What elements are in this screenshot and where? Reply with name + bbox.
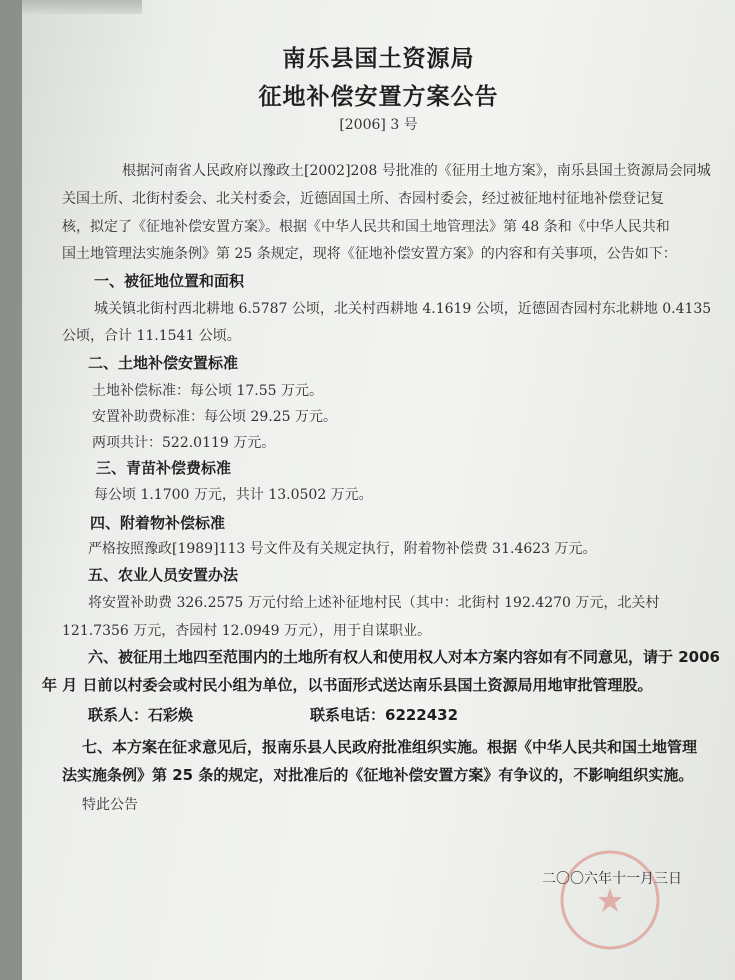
- document-page: [22, 0, 735, 980]
- section-5-text: 121.7356 万元，杏园村 12.0949 万元），用于自谋职业。: [62, 623, 432, 639]
- section-6-text: 年 月 日前以村委会或村民小组为单位，以书面形式送达南乐县国土资源局用地审批管理股。: [42, 676, 653, 694]
- notice-date: 二〇〇六年十一月三日: [542, 871, 682, 887]
- intro-line: 核，拟定了《征地补偿安置方案》。根据《中华人民共和国土地管理法》第 48 条和《中华人民共和: [62, 219, 670, 235]
- section-2-heading: 二、土地补偿安置标准: [88, 354, 239, 372]
- contact-phone: 联系电话：6222432: [310, 706, 459, 724]
- contact-person: 联系人：石彩焕: [88, 706, 194, 724]
- notice-title: 征地补偿安置方案公告: [258, 84, 499, 110]
- section-4-heading: 四、附着物补偿标准: [90, 514, 226, 532]
- paper-curl: [22, 0, 142, 14]
- section-2-text: 土地补偿标准：每公顷 17.55 万元。: [92, 383, 323, 399]
- closing-text: 特此公告: [82, 797, 138, 813]
- section-1-heading: 一、被征地位置和面积: [94, 272, 245, 290]
- section-3-text: 每公顷 1.1700 万元，共计 13.0502 万元。: [94, 487, 373, 503]
- section-7-text: 七、本方案在征求意见后，报南乐县人民政府批准组织实施。根据《中华人民共和国土地管理: [82, 738, 698, 756]
- section-4-text: 严格按照豫政[1989]113 号文件及有关规定执行，附着物补偿费 31.4623 万元。: [88, 541, 597, 557]
- section-2-text: 两项共计：522.0119 万元。: [92, 435, 276, 451]
- issuer-title: 南乐县国土资源局: [282, 46, 475, 72]
- section-3-heading: 三、青苗补偿费标准: [96, 459, 232, 477]
- section-7-text: 法实施条例》第 25 条的规定，对批准后的《征地补偿安置方案》有争议的，不影响组织实施。: [62, 766, 694, 784]
- section-1-text: 城关镇北街村西北耕地 6.5787 公顷，北关村西耕地 4.1619 公顷，近德固杏园村东北耕地 0.4135: [94, 301, 712, 317]
- intro-line: 关国土所、北街村委会、北关村委会，近德固国土所、杏园村委会，经过被征地村征地补偿登记复: [62, 191, 664, 207]
- section-5-text: 将安置补助费 326.2575 万元付给上述补征地村民（其中：北街村 192.4270 万元，北关村: [88, 595, 660, 611]
- document-number: [2006] 3 号: [339, 117, 418, 133]
- intro-line: 根据河南省人民政府以豫政土[2002]208 号批准的《征用土地方案》，南乐县国土资源局会同城: [122, 163, 711, 179]
- section-1-text: 公顷，合计 11.1541 公顷。: [62, 328, 241, 344]
- official-seal-stamp: [558, 848, 662, 952]
- section-5-heading: 五、农业人员安置办法: [88, 566, 239, 584]
- section-2-text: 安置补助费标准：每公顷 29.25 万元。: [92, 409, 337, 425]
- intro-line: 国土地管理法实施条例》第 25 条规定，现将《征地补偿安置方案》的内容和有关事项，公告如下：: [62, 246, 677, 262]
- section-6-text: 六、被征用土地四至范围内的土地所有权人和使用权人对本方案内容如有不同意见，请于 2006: [88, 648, 720, 666]
